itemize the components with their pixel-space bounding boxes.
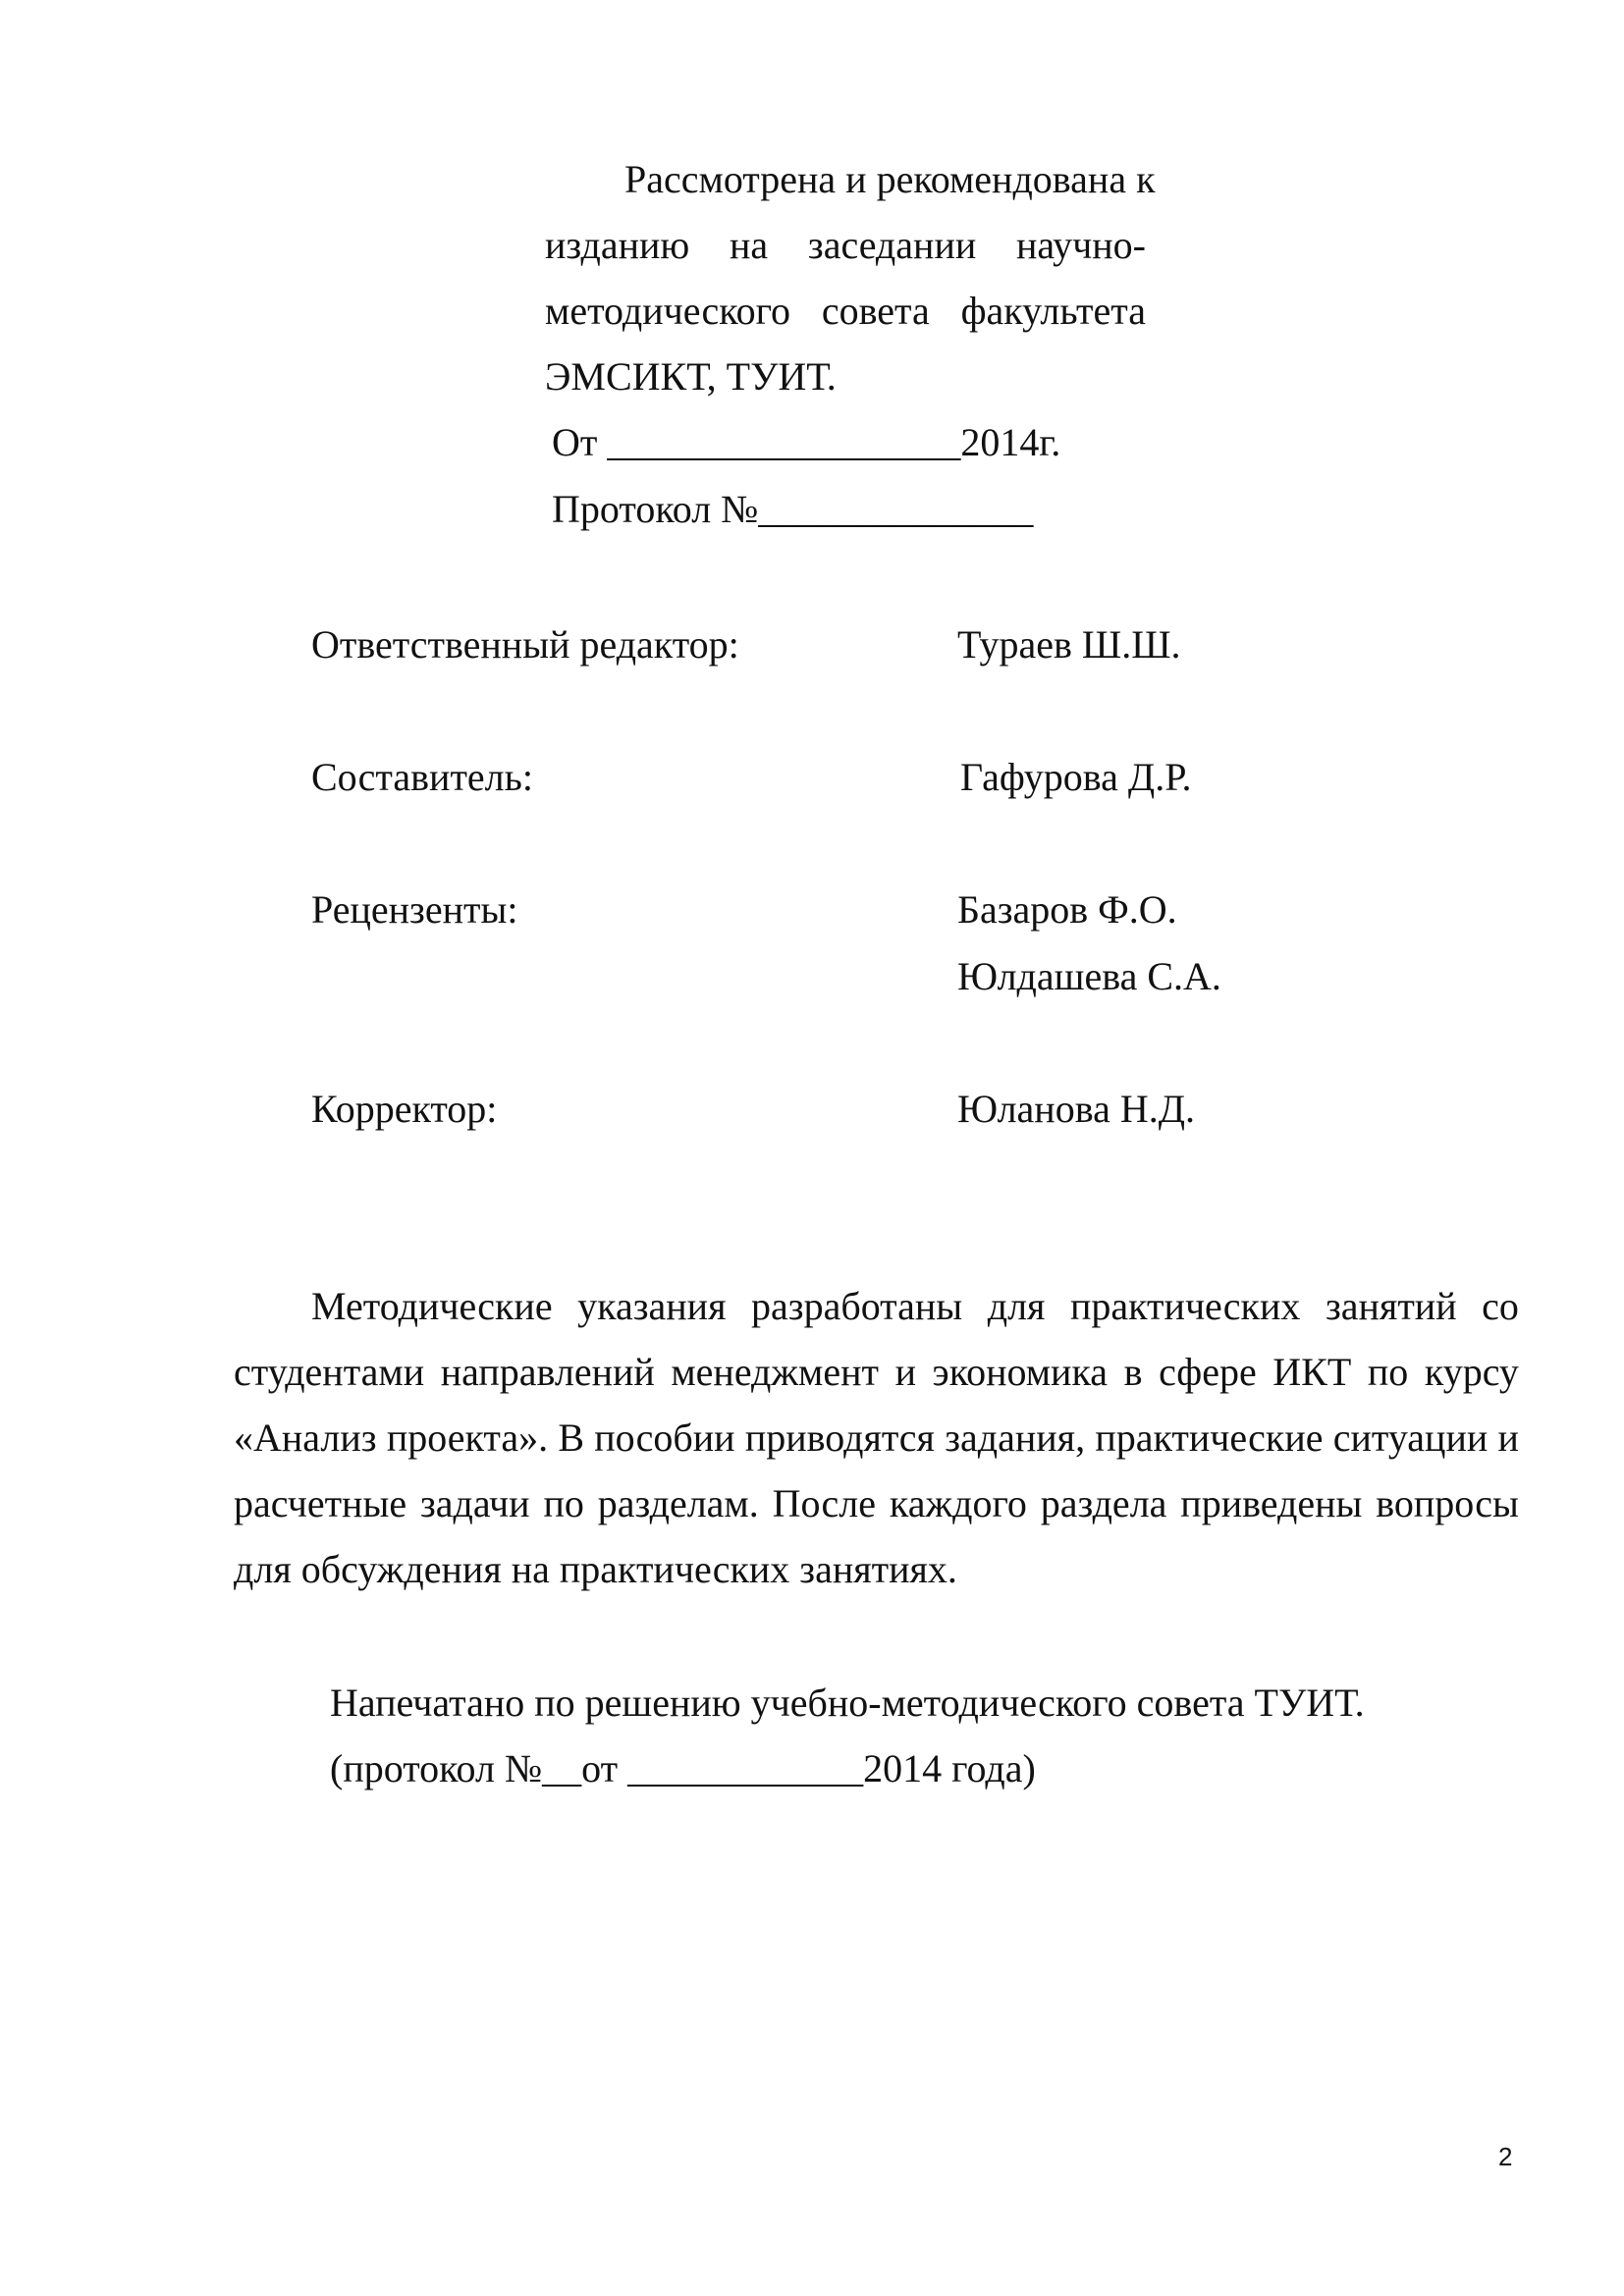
word: факультета <box>960 289 1146 333</box>
word: После <box>772 1481 876 1525</box>
word: студентами <box>234 1350 425 1394</box>
word: в <box>1123 1350 1143 1394</box>
word: направлений <box>440 1350 655 1394</box>
credit-role-compiler: Составитель: <box>311 755 533 799</box>
credit-name-corrector: Юланова Н.Д. <box>957 1087 1195 1131</box>
word: приводятся <box>744 1415 935 1460</box>
word: разработаны <box>751 1284 963 1328</box>
description-line-5: для обсуждения на практических занятиях. <box>234 1547 957 1591</box>
word: по <box>543 1481 584 1525</box>
page-number: 2 <box>1498 2142 1513 2171</box>
word: методического <box>545 289 791 333</box>
description-line-3 <box>234 1415 1519 1460</box>
word: заседании <box>807 223 977 267</box>
printed-line-1: Напечатано по решению учебно-методического совета ТУИТ. <box>330 1681 1365 1725</box>
word: ситуации <box>1332 1415 1489 1460</box>
credit-name-editor: Тураев Ш.Ш. <box>957 622 1181 667</box>
word: экономика <box>932 1350 1109 1394</box>
approval-line-1: Рассмотрена и рекомендована к <box>624 157 1156 201</box>
word: курсу <box>1424 1350 1519 1394</box>
word: Методические <box>311 1284 553 1328</box>
description-line-1 <box>311 1284 1519 1328</box>
word: пособии <box>594 1415 735 1460</box>
word: научно- <box>1015 223 1146 267</box>
credit-name-reviewer-2: Юлдашева С.А. <box>957 954 1221 998</box>
credit-name-reviewer-1: Базаров Ф.О. <box>957 887 1177 932</box>
word: раздела <box>1040 1481 1167 1525</box>
word: совета <box>821 289 930 333</box>
approval-line-2 <box>545 223 1146 267</box>
word: менеджмент <box>671 1350 879 1394</box>
word: расчетные <box>234 1481 407 1525</box>
printed-line-2: (протокол №__от ____________2014 года) <box>330 1746 1036 1790</box>
credit-role-editor: Ответственный редактор: <box>311 622 739 667</box>
word: приведены <box>1180 1481 1363 1525</box>
word: проекта». <box>386 1415 549 1460</box>
approval-protocol-line: Протокол №______________ <box>552 487 1034 531</box>
description-line-4 <box>234 1481 1519 1525</box>
word: ИКТ <box>1272 1350 1352 1394</box>
word: вопросы <box>1376 1481 1519 1525</box>
word: задания, <box>945 1415 1086 1460</box>
credit-role-corrector: Корректор: <box>311 1087 498 1131</box>
word: изданию <box>545 223 690 267</box>
word: «Анализ <box>234 1415 377 1460</box>
word: задачи <box>419 1481 530 1525</box>
description-line-2 <box>234 1350 1519 1394</box>
word: для <box>987 1284 1046 1328</box>
word: и <box>1497 1415 1519 1460</box>
word: практические <box>1095 1415 1324 1460</box>
word: на <box>730 223 769 267</box>
word: по <box>1367 1350 1409 1394</box>
word: каждого <box>889 1481 1027 1525</box>
approval-date-line: От __________________2014г. <box>552 420 1061 464</box>
word: указания <box>577 1284 727 1328</box>
approval-line-3 <box>545 289 1146 333</box>
word: и <box>894 1350 916 1394</box>
credit-name-compiler: Гафурова Д.Р. <box>960 755 1192 799</box>
word: со <box>1482 1284 1519 1328</box>
word: В <box>558 1415 585 1460</box>
word: сфере <box>1159 1350 1257 1394</box>
word: разделам. <box>597 1481 759 1525</box>
approval-line-4: ЭМСИКТ, ТУИТ. <box>545 354 837 399</box>
word: занятий <box>1325 1284 1457 1328</box>
credit-role-reviewers: Рецензенты: <box>311 887 518 932</box>
word: практических <box>1069 1284 1301 1328</box>
